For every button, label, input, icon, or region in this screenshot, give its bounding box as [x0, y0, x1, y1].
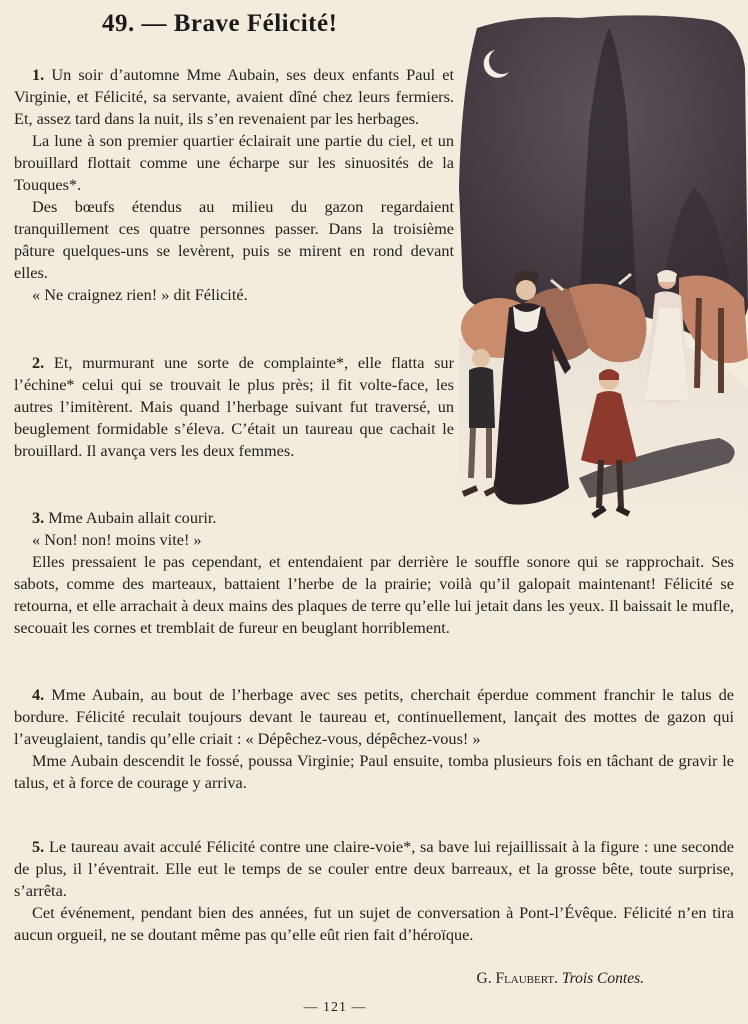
source-author: G. Flaubert.: [476, 970, 558, 987]
paragraph-5: 5. Le taureau avait acculé Félicité contre une claire-voie*, sa bave lui rejaillissait à la figure : une seconde de plus, il l’éventrait. Elle eut le temps de se couler entre deux barreaux, et la grosse bête, toute surprise, s’arrêta.: [14, 837, 734, 900]
paragraph-5b: Cet événement, pendant bien des années, fut un sujet de conversation à Pont-l’Évêque. Félicité n’en tira aucun orgueil, ne se doutant même pas qu’elle eût rien fait d’héroïque.: [14, 903, 734, 944]
paragraph-number: 2.: [32, 353, 45, 372]
paragraph-number: 1.: [32, 65, 45, 84]
paragraph-1d: « Ne craignez rien! » dit Félicité.: [32, 285, 248, 304]
text-column-mid: [14, 352, 454, 462]
text-full-4: [14, 684, 734, 794]
paragraph-1c: Des bœufs étendus au milieu du gazon regardaient tranquillement ces quatre personnes passer. Dans la troisième pâture quelques-uns se levèrent, puis se mirent en rond devant elles.: [14, 197, 454, 282]
source-work: Trois Contes.: [561, 970, 644, 987]
text-column-3: [14, 507, 454, 551]
page-title: 49. — Brave Félicité!: [102, 10, 338, 37]
text-column-top: [14, 64, 454, 306]
text-full-3: [14, 551, 734, 639]
paragraph-4b: Mme Aubain descendit le fossé, poussa Virginie; Paul ensuite, tomba plusieurs fois en tâchant de gravir le talus, et à force de courage y arriva.: [14, 751, 734, 792]
paragraph-number: 4.: [32, 685, 45, 704]
paragraph-1b: La lune à son premier quartier éclairait une partie du ciel, et un brouillard flottait comme une écharpe sur les sinuosités de la Touques*.: [14, 131, 454, 194]
paragraph-3c: Elles pressaient le pas cependant, et entendaient par derrière le souffle sonore qui se rapprochait. Ses sabots, comme des marteaux, battaient l’herbe de la prairie; voilà qu’il galopait maintenant! Félicité se retourna, et elle arrachait à deux mains des plaques de terre qu’elle lui jetait dans les yeux. Il baissait le mufle, secouait les cornes et tremblait de fureur en beuglant horriblement.: [14, 552, 734, 637]
paragraph-1: 1. Un soir d’automne Mme Aubain, ses deux enfants Paul et Virginie, et Félicité, sa servante, avaient dîné chez leurs fermiers. Et, assez tard dans la nuit, ils s’en revenaient par les herbages.: [14, 65, 454, 128]
paragraph-2: 2. Et, murmurant une sorte de complainte*, elle flatta sur l’échine* celui qui se trouvait le plus près; il fit volte-face, les autres l’imitèrent. Mais quand l’herbage suivant fut traversé, un beuglement formidable s’éleva. C’était un taureau que cachait le brouillard. Il avança vers les deux femmes.: [14, 353, 454, 460]
source-citation: [477, 970, 645, 988]
paragraph-3b: « Non! non! moins vite! »: [32, 530, 202, 549]
page-number: — 121 —: [303, 1000, 367, 1015]
paragraph-4: 4. Mme Aubain, au bout de l’herbage avec ses petits, cherchait éperdue comment franchir le talus de bordure. Félicité reculait toujours devant le taureau et, continuellement, lançait des mottes de gazon qui l’aveuglaient, tandis qu’elle criait : « Dépêchez-vous, dépêchez-vous! »: [14, 685, 734, 748]
text-full-5: [14, 836, 734, 946]
paragraph-number: 3.: [32, 508, 45, 527]
paragraph-number: 5.: [32, 837, 45, 856]
night-scene-illustration: [459, 8, 748, 520]
paragraph-3: 3. Mme Aubain allait courir.: [32, 508, 217, 527]
